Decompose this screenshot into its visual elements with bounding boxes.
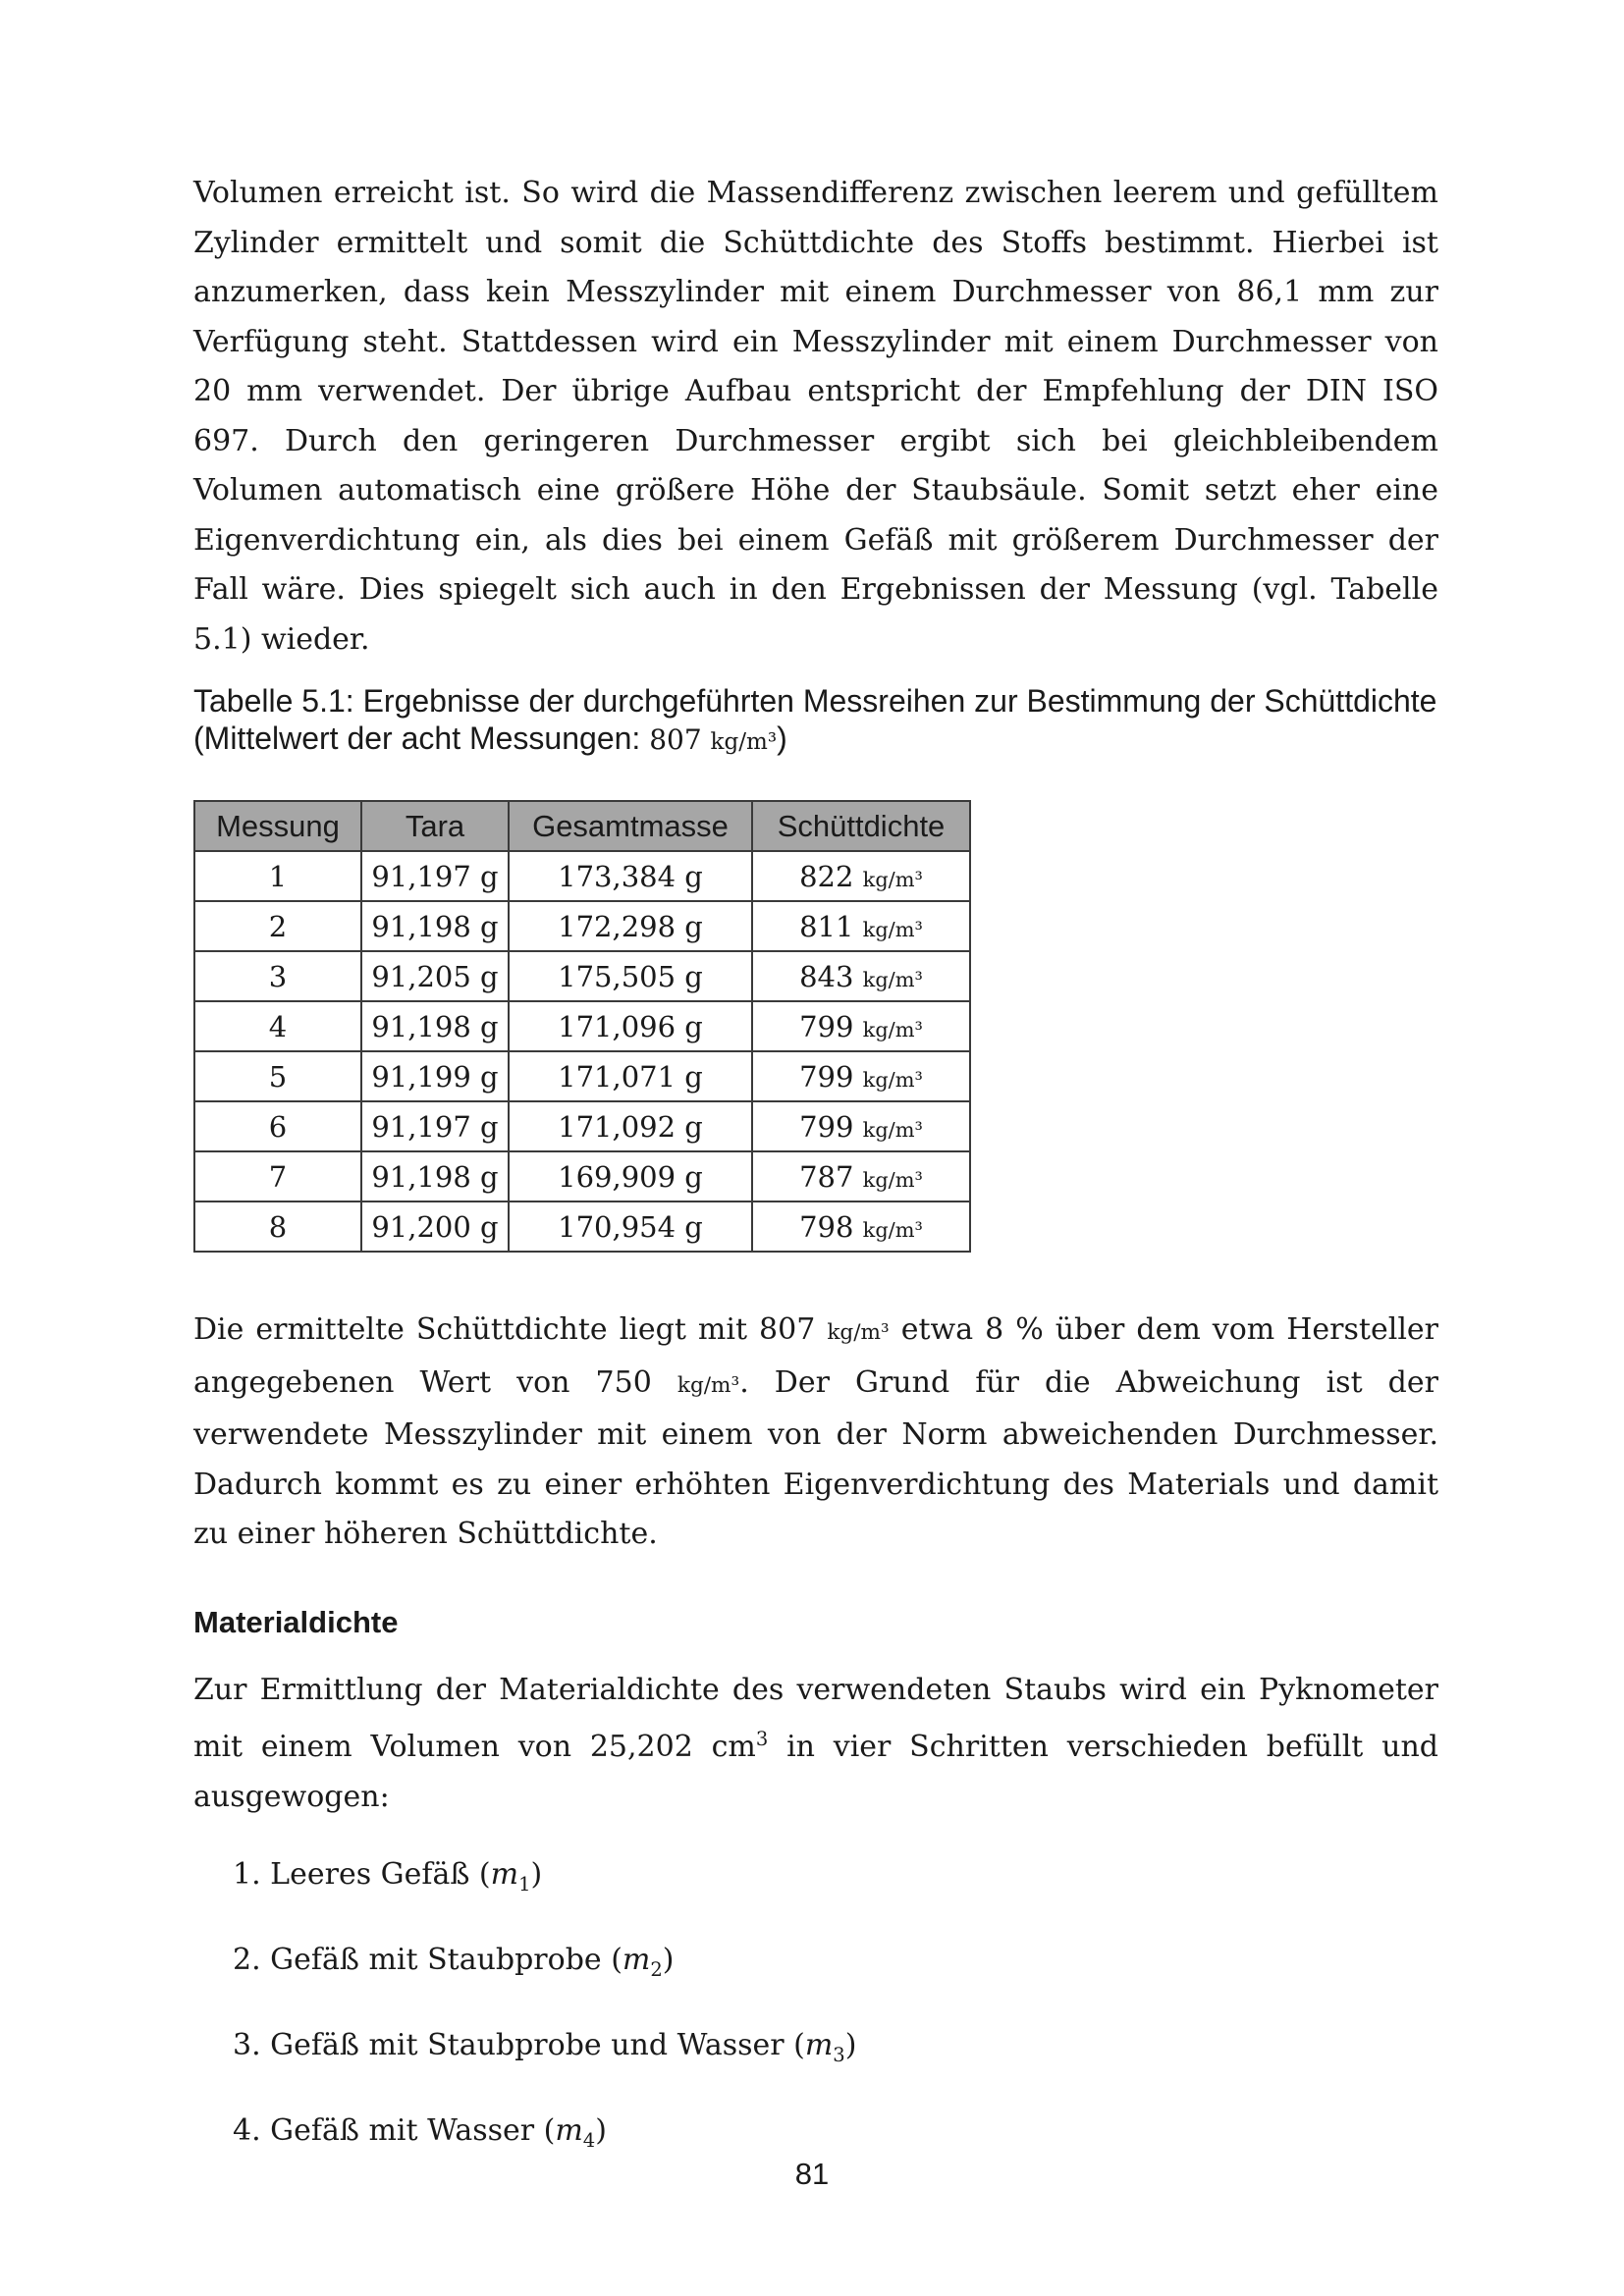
- step-close: ): [530, 1857, 543, 1892]
- density-unit: kg/m³: [862, 917, 923, 941]
- density-value: 799: [799, 1109, 854, 1144]
- density-value: 799: [799, 1059, 854, 1094]
- list-item: [233, 1855, 1438, 1904]
- step-subscript: 3: [833, 2044, 845, 2066]
- density-unit: kg/m³: [862, 867, 923, 891]
- table-row: [194, 1001, 970, 1051]
- list-item: [233, 2111, 1438, 2161]
- table-row: [194, 851, 970, 901]
- cell-tara: 91,199 g: [361, 1051, 509, 1101]
- material-text-2: in vier Schritten verschieden befüllt und ausgewogen:: [193, 1730, 1438, 1814]
- density-value: 799: [799, 1009, 854, 1043]
- cell-gesamtmasse: 172,298 g: [509, 901, 752, 951]
- cell-messung: 7: [194, 1151, 361, 1201]
- table-row: [194, 1101, 970, 1151]
- page-body: [193, 169, 1438, 2197]
- cell-tara: 91,205 g: [361, 951, 509, 1001]
- density-unit: kg/m³: [862, 1017, 923, 1041]
- step-variable: m: [490, 1857, 519, 1892]
- step-variable: m: [555, 2113, 583, 2148]
- header-schuettdichte: Schüttdichte: [752, 801, 970, 851]
- cell-gesamtmasse: 173,384 g: [509, 851, 752, 901]
- step-close: ): [595, 2113, 607, 2148]
- step-number: 3.: [233, 2028, 261, 2062]
- density-value: 822: [799, 859, 854, 893]
- table-caption-text: Tabelle 5.1: Ergebnisse der durchgeführten Messreihen zur Bestimmung der Schüttdichte (Mittelwert der acht Messungen:: [193, 683, 1437, 756]
- result-text-2: etwa 8 % über dem vom Hersteller angegebenen Wert von 750: [193, 1312, 1439, 1400]
- cell-gesamtmasse: 170,954 g: [509, 1201, 752, 1252]
- cell-gesamtmasse: 171,096 g: [509, 1001, 752, 1051]
- cell-messung: 2: [194, 901, 361, 951]
- density-unit: kg/m³: [862, 1117, 923, 1142]
- cell-schuettdichte: [752, 1051, 970, 1101]
- density-value: 787: [799, 1159, 854, 1194]
- cell-messung: 5: [194, 1051, 361, 1101]
- cell-messung: 6: [194, 1101, 361, 1151]
- table-row: [194, 1201, 970, 1252]
- step-text: Gefäß mit Staubprobe (: [270, 1943, 623, 1977]
- table-row: [194, 1151, 970, 1201]
- step-subscript: 1: [518, 1873, 531, 1896]
- cell-messung: 1: [194, 851, 361, 901]
- step-text: Gefäß mit Staubprobe und Wasser (: [270, 2028, 805, 2062]
- density-value: 843: [799, 959, 854, 993]
- material-sup: 3: [755, 1728, 769, 1750]
- cell-tara: 91,198 g: [361, 1001, 509, 1051]
- step-text: Gefäß mit Wasser (: [270, 2113, 556, 2148]
- step-close: ): [662, 1943, 675, 1977]
- cell-messung: 8: [194, 1201, 361, 1252]
- cell-tara: 91,198 g: [361, 1151, 509, 1201]
- header-tara: Tara: [361, 801, 509, 851]
- material-paragraph: [193, 1666, 1438, 1823]
- cell-tara: 91,197 g: [361, 851, 509, 901]
- header-messung: Messung: [194, 801, 361, 851]
- step-close: ): [844, 2028, 857, 2062]
- result-unit-2: kg/m³: [677, 1372, 740, 1398]
- step-variable: m: [804, 2028, 834, 2062]
- result-text-3: . Der Grund für die Abweichung ist der verwendete Messzylinder mit einem von der Norm abweichenden Durchmesser. Dadurch kommt es zu einer erhöhten Eigenverdichtung des Materials und damit zu einer höheren Schüttdichte.: [193, 1364, 1438, 1551]
- table-caption: [193, 682, 1438, 761]
- material-text-1: Zur Ermittlung der Materialdichte des verwendeten Staubs wird ein Pyknometer mit einem Volumen von 25,202 cm: [193, 1672, 1438, 1764]
- cell-schuettdichte: [752, 1151, 970, 1201]
- table-header-row: [194, 801, 970, 851]
- cell-tara: 91,200 g: [361, 1201, 509, 1252]
- cell-schuettdichte: [752, 1001, 970, 1051]
- step-number: 4.: [233, 2113, 261, 2148]
- table-caption-mean: 807: [649, 723, 702, 756]
- result-paragraph: [193, 1306, 1438, 1560]
- step-subscript: 4: [582, 2129, 596, 2152]
- intro-paragraph: Volumen erreicht ist. So wird die Massendifferenz zwischen leerem und gefülltem Zylinder ermittelt und somit die Schüttdichte des Stoffs bestimmt. Hierbei ist anzumerken, dass kein Messzylinder mit einem Durchmesser von 86,1 mm zur Verfügung steht. Stattdessen wird ein Messzylinder mit einem Durchmesser von 20 mm verwendet. Der übrige Aufbau entspricht der Empfehlung der DIN ISO 697. Durch den geringeren Durchmesser ergibt sich bei gleichbleibendem Volumen automatisch eine größere Höhe der Staubsäule. Somit setzt eher eine Eigenverdichtung ein, als dies bei einem Gefäß mit größerem Durchmesser der Fall wäre. Dies spiegelt sich auch in den Ergebnissen der Messung (vgl. Tabelle 5.1) wieder.: [193, 176, 1438, 657]
- cell-schuettdichte: [752, 1201, 970, 1252]
- steps-list: [193, 1855, 1438, 2161]
- page-number: 81: [794, 2157, 830, 2191]
- cell-messung: 3: [194, 951, 361, 1001]
- cell-gesamtmasse: 169,909 g: [509, 1151, 752, 1201]
- list-item: [233, 2026, 1438, 2075]
- cell-messung: 4: [194, 1001, 361, 1051]
- step-text: Leeres Gefäß (: [270, 1857, 491, 1892]
- result-unit-1: kg/m³: [827, 1320, 890, 1345]
- cell-schuettdichte: [752, 851, 970, 901]
- density-unit: kg/m³: [862, 1167, 923, 1192]
- cell-schuettdichte: [752, 951, 970, 1001]
- cell-tara: 91,197 g: [361, 1101, 509, 1151]
- table-row: [194, 901, 970, 951]
- table-row: [194, 1051, 970, 1101]
- table-caption-unit: kg/m³: [710, 729, 778, 755]
- cell-gesamtmasse: 171,092 g: [509, 1101, 752, 1151]
- density-unit: kg/m³: [862, 1217, 923, 1242]
- density-unit: kg/m³: [862, 967, 923, 991]
- cell-gesamtmasse: 175,505 g: [509, 951, 752, 1001]
- step-number: 1.: [233, 1857, 261, 1892]
- step-subscript: 2: [650, 1958, 663, 1981]
- header-gesamtmasse: Gesamtmasse: [509, 801, 752, 851]
- cell-tara: 91,198 g: [361, 901, 509, 951]
- cell-schuettdichte: [752, 901, 970, 951]
- step-number: 2.: [233, 1943, 261, 1977]
- table-row: [194, 951, 970, 1001]
- table-body: [194, 851, 970, 1252]
- density-value: 798: [799, 1209, 854, 1244]
- list-item: [233, 1941, 1438, 1990]
- result-text-1: Die ermittelte Schüttdichte liegt mit 807: [193, 1312, 816, 1347]
- cell-gesamtmasse: 171,071 g: [509, 1051, 752, 1101]
- density-unit: kg/m³: [862, 1067, 923, 1092]
- cell-schuettdichte: [752, 1101, 970, 1151]
- results-table: [193, 800, 971, 1253]
- table-caption-close: ): [777, 721, 787, 756]
- step-variable: m: [622, 1943, 651, 1977]
- section-heading: Materialdichte: [193, 1604, 399, 1639]
- density-value: 811: [799, 909, 854, 943]
